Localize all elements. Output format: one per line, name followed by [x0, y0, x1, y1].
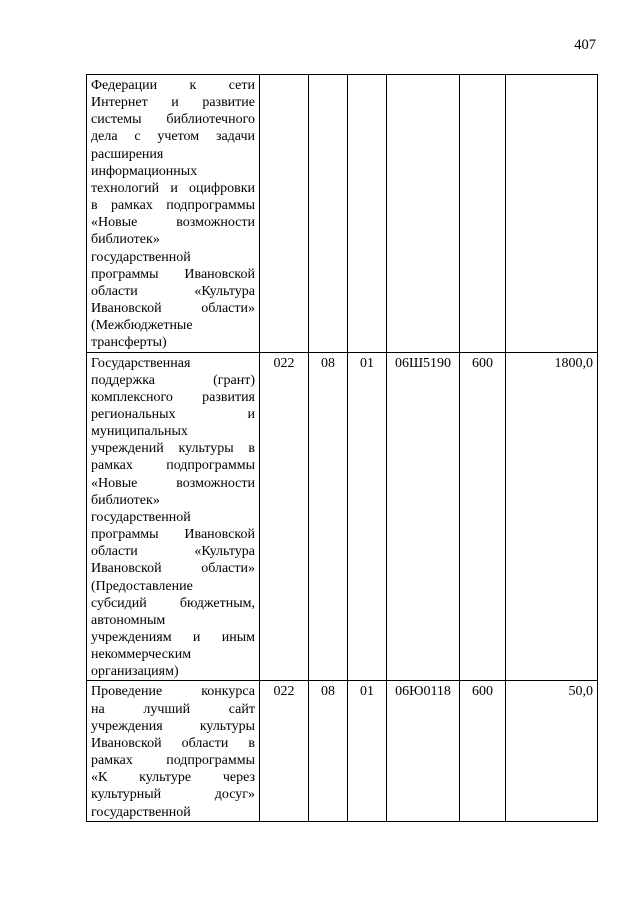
description-line: государственной: [91, 509, 191, 525]
description-line: Ивановской области в: [91, 735, 255, 751]
description-line: «Новые возможности: [91, 215, 255, 231]
ministry-code-cell: [260, 75, 309, 353]
table-row: [87, 75, 598, 353]
subsection-code-cell: [348, 75, 387, 353]
description-cell: [87, 681, 260, 821]
section-code-cell: 08: [309, 352, 348, 681]
description-line: библиотек»: [91, 492, 160, 508]
description-line: Проведение конкурса: [91, 684, 255, 700]
description-line: субсидий бюджетным,: [91, 595, 255, 611]
description-line: учреждений культуры в: [91, 441, 255, 457]
description-line: рамках подпрограммы: [91, 458, 255, 474]
subsection-code-cell: 01: [348, 681, 387, 821]
ministry-code-cell: 022: [260, 681, 309, 821]
description-line: учреждениям и иным: [91, 630, 255, 645]
description-line: технологий и оцифровки: [91, 180, 255, 196]
description-line: «Новые возможности: [91, 475, 255, 491]
description-line: автономным: [91, 612, 166, 628]
description-line: Ивановской области»: [91, 301, 255, 317]
description-line: региональных и: [91, 406, 255, 422]
description-line: системы библиотечного: [91, 112, 255, 128]
description-line: организациям): [91, 664, 179, 680]
description-line: «К культуре через: [91, 770, 255, 786]
description-line: области «Культура: [91, 283, 255, 299]
page-number: 407: [574, 37, 596, 53]
subsection-code-cell: 01: [348, 352, 387, 681]
description-line: дела с учетом задачи: [91, 129, 255, 145]
table-row: [87, 681, 598, 821]
description-line: (Предоставление: [91, 578, 193, 594]
description-line: поддержка (грант): [91, 372, 255, 388]
description-line: государственной: [91, 249, 191, 265]
expense-type-cell: 600: [460, 352, 506, 681]
description-line: некоммерческим: [91, 647, 192, 663]
description-line: Федерации к сети: [91, 78, 255, 93]
amount-cell: 50,0: [506, 681, 598, 821]
table-body: [87, 75, 598, 822]
description-line: информационных: [91, 163, 198, 179]
description-line: области «Культура: [91, 544, 255, 560]
description-line: в рамках подпрограммы: [91, 198, 255, 214]
table-row: [87, 352, 598, 681]
description-line: муниципальных: [91, 424, 188, 440]
target-article-cell: [387, 75, 460, 353]
description-line: рамках подпрограммы: [91, 753, 255, 769]
description-cell: [87, 352, 260, 681]
description-line: Государственная: [91, 355, 191, 371]
budget-table: [86, 74, 598, 822]
description-line: на лучший сайт: [91, 701, 255, 717]
description-line: государственной: [91, 804, 191, 820]
amount-cell: 1800,0: [506, 352, 598, 681]
description-line: программы Ивановской: [91, 266, 255, 282]
target-article-cell: 06Ш5190: [387, 352, 460, 681]
ministry-code-cell: 022: [260, 352, 309, 681]
description-line: библиотек»: [91, 232, 160, 248]
expense-type-cell: [460, 75, 506, 353]
section-code-cell: [309, 75, 348, 353]
description-line: комплексного развития: [91, 389, 255, 405]
description-line: культурный досуг»: [91, 787, 255, 803]
description-line: расширения: [91, 146, 164, 162]
expense-type-cell: 600: [460, 681, 506, 821]
target-article-cell: 06Ю0118: [387, 681, 460, 821]
section-code-cell: 08: [309, 681, 348, 821]
description-line: (Межбюджетные: [91, 318, 193, 334]
description-line: Ивановской области»: [91, 561, 255, 577]
amount-cell: [506, 75, 598, 353]
description-cell: [87, 75, 260, 353]
description-line: Интернет и развитие: [91, 95, 255, 111]
description-line: трансферты): [91, 335, 167, 351]
description-line: программы Ивановской: [91, 527, 255, 543]
description-line: учреждения культуры: [91, 718, 255, 734]
